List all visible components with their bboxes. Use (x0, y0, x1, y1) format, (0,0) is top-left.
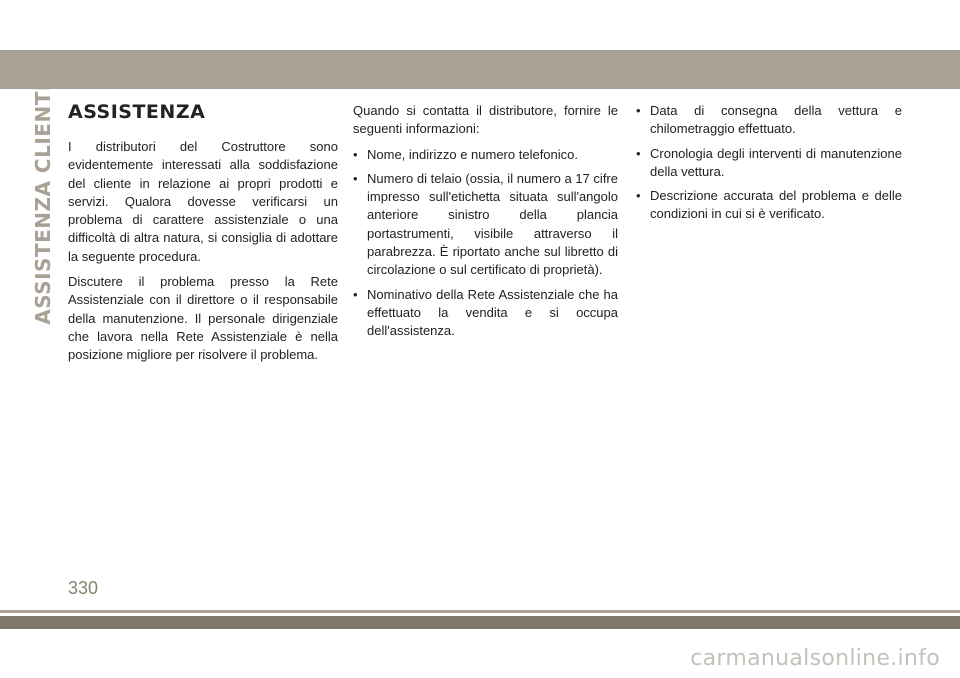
list-item-text: Data di consegna della vettura e chilometraggio effettuato. (650, 103, 902, 137)
bullet-icon: • (353, 170, 358, 186)
list-item (353, 146, 618, 164)
paragraph-intro: I distributori del Costruttore sono evidentemente interessati alla soddisfazione del cliente in relazione ai propri prodotti e servizi. Qualora dovesse verificarsi un problema di carattere assistenziale o una difficoltà di altra natura, si consiglia di adottare la seguente procedura. (68, 139, 338, 264)
watermark: carmanualsonline.info (690, 646, 940, 671)
list-item (353, 170, 618, 280)
column-3 (636, 102, 902, 230)
paragraph-contact-intro: Quando si contatta il distributore, fornire le seguenti informazioni: (353, 103, 618, 137)
paragraph-procedure: Discutere il problema presso la Rete Assistenziale con il direttore o il responsabile della manutenzione. Il personale dirigenziale che lavora nella Rete Assistenziale è nella posizione migliore per risolvere il problema. (68, 274, 338, 363)
column-2 (353, 102, 618, 347)
list-item (636, 102, 902, 139)
list-item (636, 145, 902, 182)
bullet-icon: • (636, 103, 641, 118)
page-number: 330 (68, 578, 99, 598)
list-item-text: Nome, indirizzo e numero telefonico. (367, 146, 578, 162)
bullet-icon: • (636, 145, 641, 161)
footer-rule-thin (0, 610, 960, 613)
list-item-text: Cronologia degli interventi di manutenzione della vettura. (650, 145, 902, 179)
section-label-text: ASSISTENZA CLIENTI (31, 83, 56, 325)
list-item (353, 286, 618, 341)
list-item-text: Descrizione accurata del problema e delle condizioni in cui si è verificato. (650, 188, 902, 222)
bullet-icon: • (353, 286, 358, 302)
list-item (636, 187, 902, 224)
page-title: ASSISTENZA (68, 101, 206, 123)
column-1 (68, 100, 338, 372)
bullet-icon: • (353, 146, 358, 162)
list-item-text: Nominativo della Rete Assistenziale che ha effettuato la vendita e si occupa dell'assistenza. (367, 286, 618, 339)
header-band (0, 50, 960, 89)
list-item-text: Numero di telaio (ossia, il numero a 17 cifre impresso sull'etichetta situata sull'angolo anteriore sinistro della plancia portastrumenti, visibile attraverso il parabrezza. È riportato anche sul libretto di circolazione o sul certificato di proprietà). (367, 170, 618, 278)
footer-rule-thick (0, 616, 960, 629)
bullet-icon: • (636, 188, 641, 204)
section-side-label (28, 83, 58, 325)
